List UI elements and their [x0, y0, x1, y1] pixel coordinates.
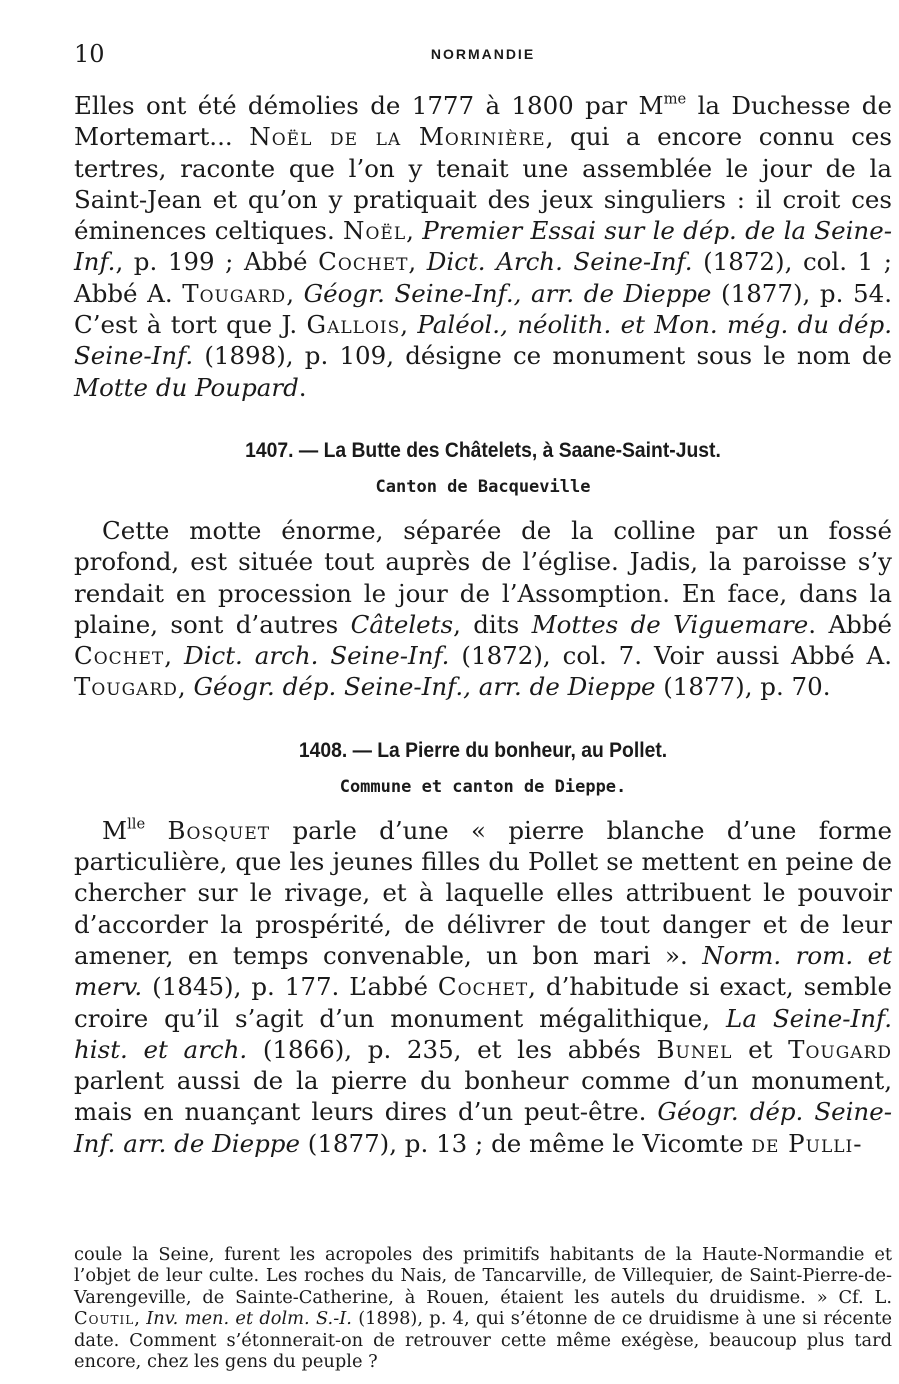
- page-header: [74, 40, 892, 70]
- entry-title-1407: 1407. — La Butte des Châtelets, à Saane-Saint-Just.: [245, 438, 721, 462]
- footnote: [74, 1244, 892, 1372]
- running-head: NORMANDIE: [430, 46, 536, 62]
- page-number: 10: [74, 40, 105, 68]
- entry-subtitle-1407: Canton de Bacqueville: [375, 476, 591, 497]
- entry-text-1408: $M^{lle}$ Bosquet parle d’une « pierre blanche d’une forme particulière, que les jeunes filles du Pollet se mettent en peine de chercher sur le rivage, et à laquelle elles attribuent le pouvoir d’accorder la prospérité, de délivrer de tout danger et de leur amener, en temps convenable, un bon mari ». Norm. rom. et merv. (1845), p. 177. L’abbé Cochet, d’habitude si exact, semble croire qu’il s’agit d’un monument mégalithique, La Seine-Inf. hist. et arch. (1866), p. 235, et les abbés Bunel et Tougard parlent aussi de la pierre du bonheur comme d’un monument, mais en nuançant leurs dires d’un peut-être. Géogr. dép. Seine-Inf. arr. de Dieppe (1877), p. 13 ; de même le Vicomte de Pulli-: [74, 815, 893, 1158]
- paragraph-continued: Elles ont été démolies de 1777 à 1800 par $M^{me}$ la Duchesse de Mortemart... Noël de la Morinière, qui a encore connu ces tertres, raconte que l’on y tenait une assemblée le jour de la Saint-Jean et qu’on y pratiquait des jeux singuliers : il croit ces éminences celtiques. Noël, Premier Essai sur le dép. de la Seine-Inf., p. 199 ; Abbé Cochet, Dict. Arch. Seine-Inf. (1872), col. 1 ; Abbé A. Tougard, Géogr. Seine-Inf., arr. de Dieppe (1877), p. 54. C’est à tort que J. Gallois, Paléol., néolith. et Mon. még. du dép. Seine-Inf. (1898), p. 109, désigne ce monument sous le nom de Motte du Poupard.: [74, 90, 893, 402]
- page-body: [74, 90, 892, 1159]
- entry-title-1408: 1408. — La Pierre du bonheur, au Pollet.: [298, 738, 668, 762]
- entry-subtitle-1408: Commune et canton de Dieppe.: [339, 776, 627, 797]
- entry-text-1407: Cette motte énorme, séparée de la colline par un fossé profond, est située tout auprès de l’église. Jadis, la paroisse s’y rendait en procession le jour de l’Assomption. En face, dans la plaine, sont d’autres Câtelets, dits Mottes de Viguemare. Abbé Cochet, Dict. arch. Seine-Inf. (1872), col. 7. Voir aussi Abbé A. Tougard, Géogr. dép. Seine-Inf., arr. de Dieppe (1877), p. 70.: [74, 515, 893, 702]
- footnote-text: coule la Seine, furent les acropoles des primitifs habitants de la Haute-Normandie et l’objet de leur culte. Les roches du Nais, de Tancarville, de Villequier, de Saint-Pierre-de-Varengeville, de Sainte-Catherine, à Rouen, étaient les autels du druidisme. » Cf. L. Coutil, Inv. men. et dolm. S.-I. (1898), p. 4, qui s’étonne de ce druidisme à une si récente date. Comment s’étonnerait-on de retrouver cette même exégèse, beaucoup plus tard encore, chez les gens du peuple ?: [74, 1244, 892, 1373]
